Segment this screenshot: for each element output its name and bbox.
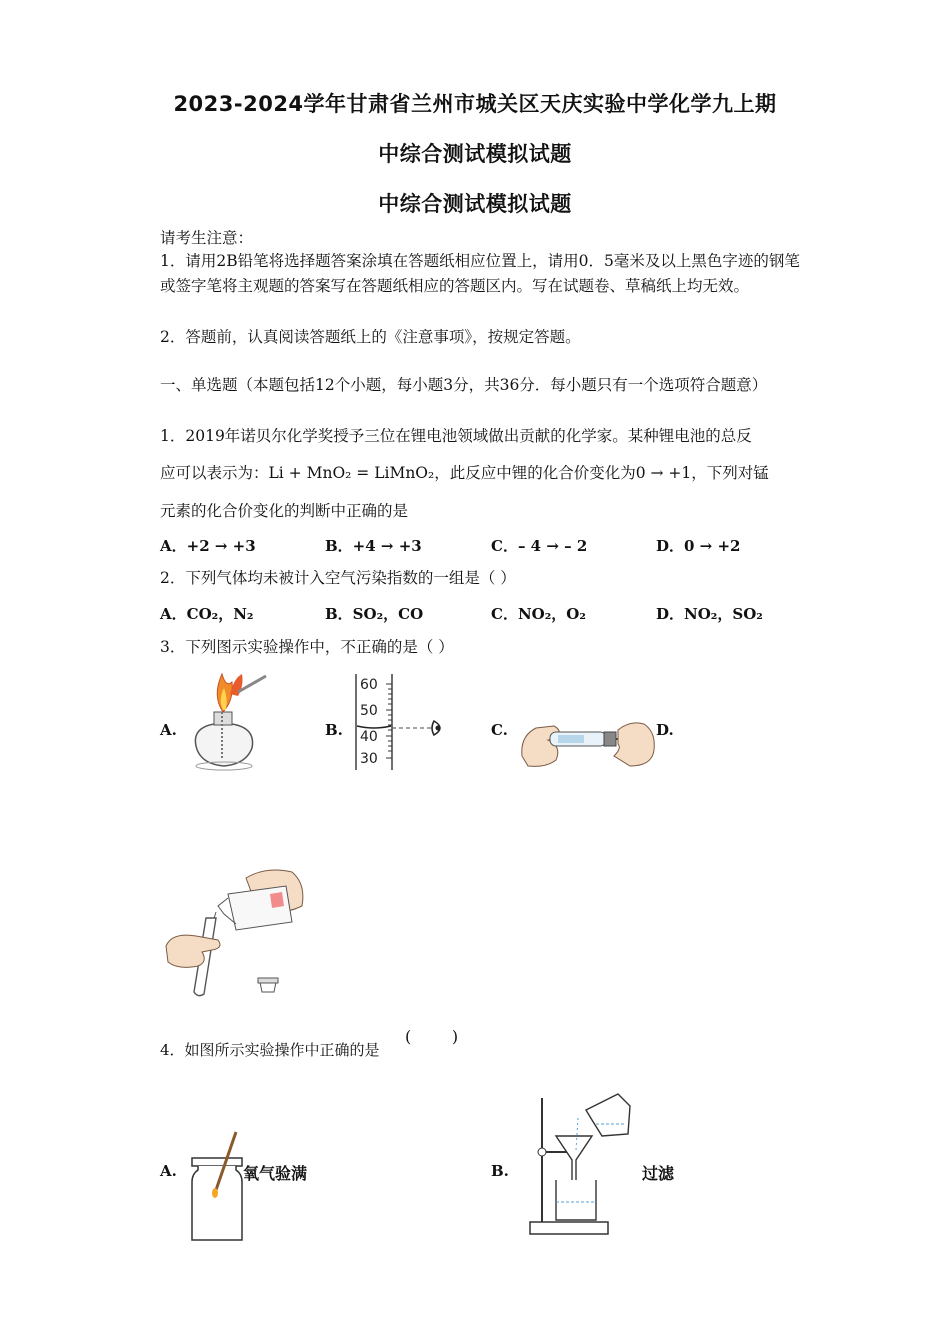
q1-stem-line1: 1．2019年诺贝尔化学奖授予三位在锂电池领域做出贡献的化学家。某种锂电池的总反	[160, 427, 752, 445]
q1-stem-line3: 元素的化合价变化的判断中正确的是	[160, 502, 409, 520]
notice-heading: 请考生注意：	[160, 229, 254, 247]
q4-caption-b: 过滤	[642, 1164, 675, 1183]
q4-label-a[interactable]: A.	[160, 1162, 177, 1180]
cylinder-tick-30: 30	[360, 751, 378, 767]
q2-option-b[interactable]: B．SO₂，CO	[325, 605, 424, 623]
gas-bottle-figure	[190, 1130, 246, 1242]
q3-label-a[interactable]: A.	[160, 721, 177, 739]
q4-label-b[interactable]: B.	[491, 1162, 509, 1180]
q1-option-c[interactable]: C．– 4 → – 2	[491, 537, 588, 555]
graduated-cylinder-figure	[352, 668, 452, 772]
notice-item-2: 2．答题前，认真阅读答题纸上的《注意事项》，按规定答题。	[160, 328, 581, 346]
q3-label-c[interactable]: C.	[491, 721, 508, 739]
q4-stem: 4．如图所示实验操作中正确的是	[160, 1041, 380, 1059]
q2-option-c[interactable]: C．NO₂，O₂	[491, 605, 586, 623]
q4-caption-a: 氧气验满	[243, 1164, 308, 1183]
q4-answer-paren: ( )	[405, 1027, 459, 1046]
page-title: 2023-2024学年甘肃省兰州市城关区天庆实验中学化学九上期	[173, 92, 777, 116]
q2-option-a[interactable]: A．CO₂，N₂	[160, 605, 254, 623]
q1-option-a[interactable]: A．+2 → +3	[160, 537, 256, 555]
q1-stem-line2: 应可以表示为：Li + MnO₂ = LiMnO₂，此反应中锂的化合价变化为0 → +1，下列对锰	[160, 464, 769, 482]
cylinder-tick-60: 60	[360, 677, 378, 693]
notice-item-1: 1．请用2B铅笔将选择题答案涂填在答题纸相应位置上，请用0．5毫米及以上黑色字迹的钢笔或签字笔将主观题的答案写在答题纸相应的答题区内。写在试题卷、草稿纸上均无效。	[160, 252, 800, 295]
q3-label-d[interactable]: D.	[656, 721, 674, 739]
page-subtitle-repeat: 中综合测试模拟试题	[378, 192, 572, 216]
q3-label-b[interactable]: B.	[325, 721, 343, 739]
filtration-figure	[526, 1090, 636, 1238]
q3-stem: 3．下列图示实验操作中，不正确的是（ ）	[160, 638, 454, 656]
section-heading: 一、单选题（本题包括12个小题，每小题3分，共36分．每小题只有一个选项符合题意）	[160, 376, 768, 394]
page-subtitle: 中综合测试模拟试题	[378, 142, 572, 166]
test-tube-stopper-figure	[518, 716, 658, 772]
q2-stem: 2．下列气体均未被计入空气污染指数的一组是（ ）	[160, 569, 516, 587]
alcohol-lamp-figure	[186, 668, 266, 772]
q1-option-d[interactable]: D．0 → +2	[656, 537, 741, 555]
q2-option-d[interactable]: D．NO₂，SO₂	[656, 605, 763, 623]
cylinder-tick-40: 40	[360, 729, 378, 745]
pour-liquid-figure	[162, 866, 312, 998]
cylinder-tick-50: 50	[360, 703, 378, 719]
q1-option-b[interactable]: B．+4 → +3	[325, 537, 422, 555]
